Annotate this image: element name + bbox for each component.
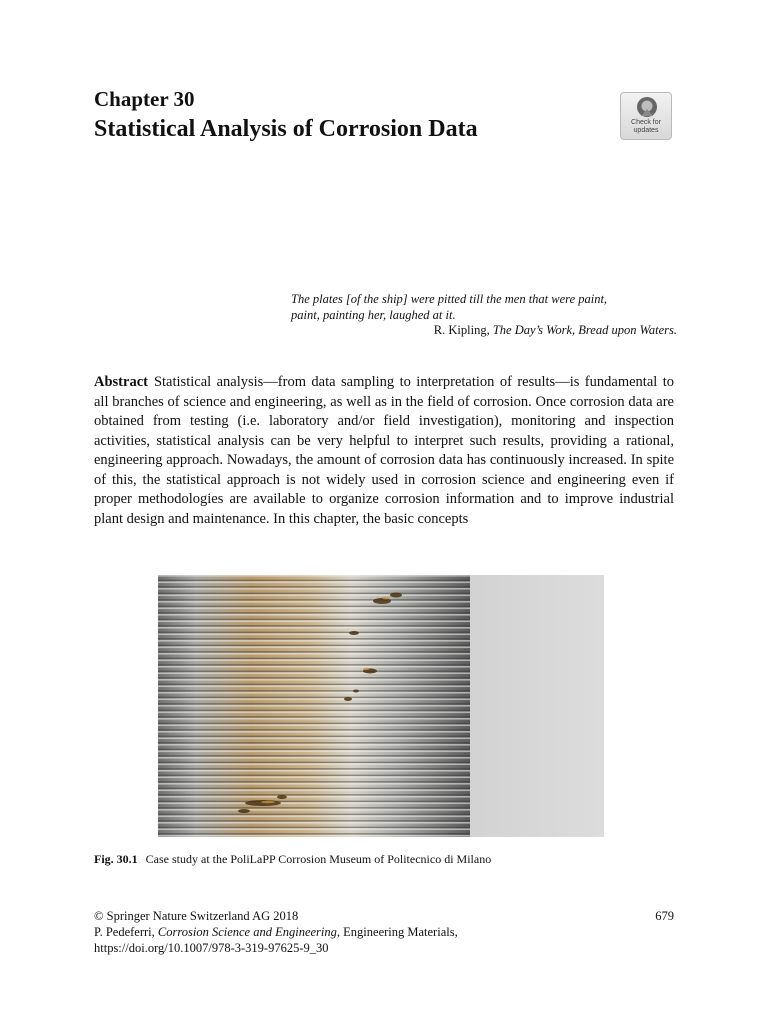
book-title: Corrosion Science and Engineering xyxy=(157,925,337,939)
copyright: © Springer Nature Switzerland AG 2018 xyxy=(94,909,299,923)
epigraph-quote-line: paint, painting her, laughed at it. xyxy=(291,307,456,322)
abstract xyxy=(94,373,674,529)
figure-label: Fig. 30.1 xyxy=(94,852,138,866)
page-number: 679 xyxy=(655,909,674,923)
epigraph-quote-line: The plates [of the ship] were pitted till the men that were paint, xyxy=(291,292,608,306)
chapter-number: Chapter 30 xyxy=(94,87,195,111)
check-for-updates-label: Check for updates xyxy=(631,119,661,134)
epigraph-attribution xyxy=(291,323,677,339)
figure-photo xyxy=(158,575,604,837)
corroded-coil-photo xyxy=(158,575,604,837)
epigraph-work: The Day’s Work, Bread upon Waters. xyxy=(492,323,677,337)
epigraph-author: R. Kipling, xyxy=(433,323,490,337)
chapter-title: Statistical Analysis of Corrosion Data xyxy=(94,116,478,142)
doi-link[interactable]: https://doi.org/10.1007/978-3-319-97625-9_30 xyxy=(94,941,329,955)
page-footer xyxy=(94,908,674,956)
figure-caption-text: Case study at the PoliLaPP Corrosion Museum of Politecnico di Milano xyxy=(145,852,492,866)
abstract-label: Abstract xyxy=(94,374,148,390)
crossmark-icon xyxy=(636,96,658,118)
figure-caption xyxy=(94,852,674,867)
epigraph xyxy=(291,292,677,339)
book-series: , Engineering Materials, xyxy=(336,925,458,939)
book-citation xyxy=(94,924,674,940)
abstract-text: Statistical analysis—from data sampling to interpretation of results—is fundamental to all branches of science and engineering, as well as in the field of corrosion. Once corrosion data are obtained from testing (i.e. laboratory and/or field investigation), monitoring and inspection activities, statistical analysis can be very helpful to interpret such results, providing a rational, engineering approach. Nowadays, the amount of corrosion data has continuously increased. In spite of this, the statistical approach is not widely used in corrosion science and engineering even if proper methodologies are available to organize corrosion information and to improve industrial plant design and maintenance. In this chapter, the basic concepts xyxy=(94,374,674,527)
book-author: P. Pedeferri, xyxy=(94,925,155,939)
check-for-updates-button[interactable] xyxy=(620,92,672,140)
